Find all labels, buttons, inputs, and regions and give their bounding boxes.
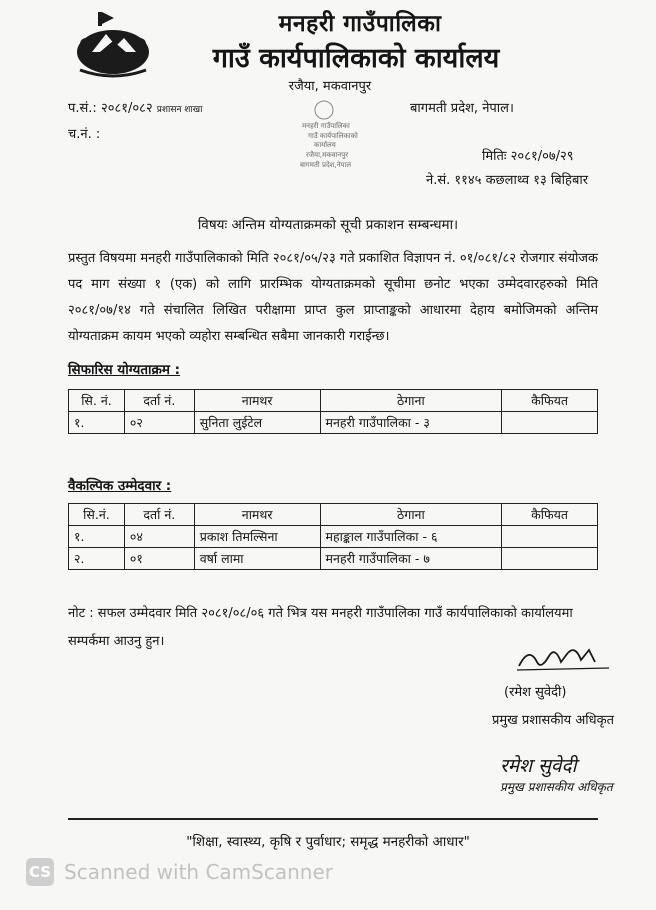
table-header-row — [69, 390, 598, 412]
signature-scribble — [515, 640, 611, 676]
province: बागमती प्रदेश, नेपाल। — [410, 101, 514, 116]
date: मितिः २०८१/०७/२९ — [482, 149, 574, 164]
stamp-line-2: गाउँ कार्यपालिकाको — [308, 132, 358, 140]
cell-name: वर्षा लामा — [194, 548, 320, 570]
cell-address: मनहरी गाउँपालिका - ७ — [320, 548, 502, 570]
cell-serial: २. — [69, 548, 125, 570]
branch-name: प्रशासन शाखा — [156, 105, 203, 115]
alternate-table — [68, 503, 598, 570]
col-serial: सि.नं. — [69, 504, 125, 526]
alternate-section-title: वैकल्पिक उम्मेदवार : — [68, 478, 172, 494]
stamp-line-3: कार्यालय — [314, 141, 336, 149]
office-stamp — [288, 94, 368, 174]
col-registration: दर्ता नं. — [124, 504, 194, 526]
cell-remarks — [502, 548, 598, 570]
col-serial: सि. नं. — [69, 390, 125, 412]
recommended-table — [68, 389, 598, 434]
table-row — [69, 548, 598, 570]
municipality-name: मनहरी गाउँपालिका — [278, 11, 442, 37]
note-paragraph: नोट : सफल उम्मेदवार मिति २०८१/०८/०६ गते भित्र यस मनहरी गाउँपालिका गाउँ कार्यपालिकाको कार्यालयमा सम्पर्कमा आउनु हुन। — [68, 606, 573, 649]
name-stamp: रमेश सुवेदी — [500, 755, 577, 777]
reference-number: प.सं.: २०८१/०८२ प्रशासन शाखा — [68, 101, 203, 116]
title-stamp: प्रमुख प्रशासकीय अधिकृत — [500, 780, 613, 794]
col-remarks: कैफियत — [502, 504, 598, 526]
col-remarks: कैफियत — [502, 390, 598, 412]
nepal-sambat-date: ने.सं. ११४५ कछलाथ्व १३ बिहिबार — [426, 173, 589, 188]
cell-registration: ०४ — [124, 526, 194, 548]
col-address: ठेगाना — [320, 504, 502, 526]
cell-name: सुनिता लुईटेल — [194, 412, 320, 434]
footer-motto: "शिक्षा, स्वास्थ्य, कृषि र पुर्वाधार; समृद्ध मनहरीको आधार" — [186, 834, 470, 850]
office-address: रजैया, मकवानपुर — [288, 79, 372, 94]
signatory-title: प्रमुख प्रशासकीय अधिकृत — [492, 713, 615, 728]
stamp-line-1: मनहरी गाउँपालिका — [302, 122, 350, 130]
cell-registration: ०२ — [124, 412, 194, 434]
signatory-name: (रमेश सुवेदी) — [504, 685, 567, 700]
cell-name: प्रकाश तिमल्सिना — [194, 526, 320, 548]
col-address: ठेगाना — [320, 390, 502, 412]
stamp-line-4: रजैया,मकवानपुर — [306, 151, 349, 159]
col-name: नामथर — [194, 390, 320, 412]
cell-remarks — [502, 526, 598, 548]
cell-address: मनहरी गाउँपालिका - ३ — [320, 412, 502, 434]
notice-paragraph: प्रस्तुत विषयमा मनहरी गाउँपालिकाको मिति २०८१/०५/२३ गते प्रकाशित विज्ञापन नं. ०१/०८१/८२ रोजगार संयोजक पद माग संख्या १ (एक) को लागि प्रारम्भिक योग्यताक्रमको सूचीमा छनोट भएका उम्मेदवारहरुको मिति २०८१/०७/१४ गते संचालित लिखित परीक्षामा प्राप्त कुल प्राप्ताङ्कको आधारमा देहाय बमोजिमको अन्तिम योग्यताक्रम कायम भएको व्यहोरा सम्बन्धित सबैमा जानकारी गराईन्छ। — [68, 251, 598, 344]
cell-serial: १. — [69, 412, 125, 434]
office-name: गाउँ कार्यपालिकाको कार्यालय — [212, 43, 500, 74]
footer-divider — [68, 818, 598, 820]
stamp-line-5: बागमती प्रदेश,नेपाल — [300, 161, 352, 169]
cell-remarks — [502, 412, 598, 434]
camscanner-watermark: Scanned with CamScanner — [64, 860, 333, 884]
col-name: नामथर — [194, 504, 320, 526]
table-row — [69, 412, 598, 434]
cell-serial: १. — [69, 526, 125, 548]
cell-address: महाङ्काल गाउँपालिका - ६ — [320, 526, 502, 548]
camscanner-logo: CS — [26, 858, 54, 886]
dispatch-number: च.नं. : — [68, 127, 101, 142]
subject-line: विषयः अन्तिम योग्यताक्रमको सूची प्रकाशन सम्बन्धमा। — [197, 217, 459, 233]
nepal-emblem-logo — [70, 8, 156, 78]
cell-registration: ०१ — [124, 548, 194, 570]
recommended-section-title: सिफारिस योग्यताक्रम : — [68, 362, 181, 378]
col-registration: दर्ता नं. — [124, 390, 194, 412]
table-header-row — [69, 504, 598, 526]
table-row — [69, 526, 598, 548]
